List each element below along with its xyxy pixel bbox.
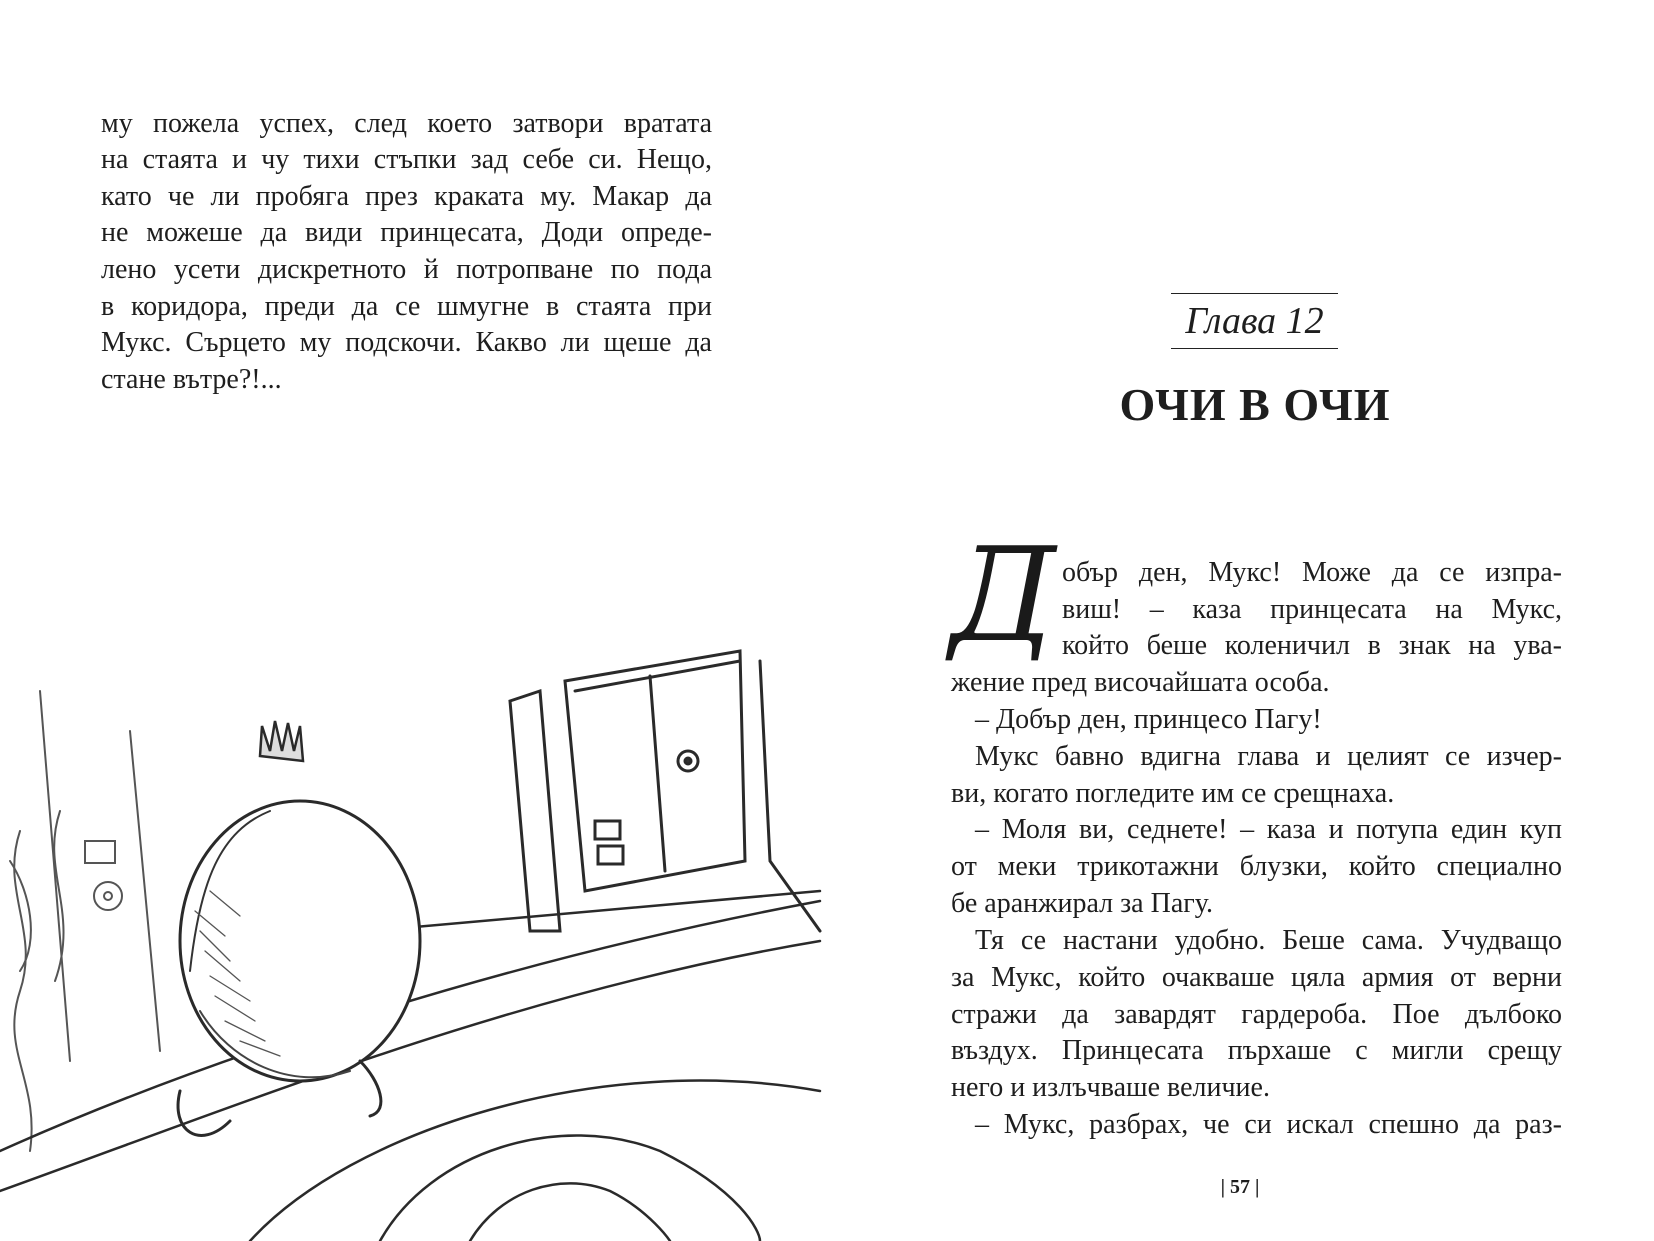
text-line: за Мукс, който очакваше цяла армия от верни xyxy=(951,962,1562,993)
text-line: Мукс. Сърцето му подскочи. Какво ли щеше да xyxy=(101,327,712,358)
text-line: стражи да завардят гардероба. Пое дълбоко xyxy=(951,999,1562,1030)
text-line: му пожела успех, след което затвори вратата xyxy=(101,108,712,139)
text-line: Тя се настани удобно. Беше сама. Учудващо xyxy=(975,925,1562,956)
text-line: в коридора, преди да се шмугне в стаята при xyxy=(101,291,712,322)
text-line: от меки трикотажни блузки, който специално xyxy=(951,851,1562,882)
text-line: него и излъчваше величие. xyxy=(951,1072,1270,1103)
creature xyxy=(178,721,420,1135)
text-line: лено усети дискретното й потропване по пода xyxy=(101,254,712,285)
text-line: ви, когато погледите им се срещнаха. xyxy=(951,778,1395,809)
text-line: стане вътре?!... xyxy=(101,364,282,395)
wardrobe-door xyxy=(510,651,820,931)
text-line: бе аранжирал за Пагу. xyxy=(951,888,1213,919)
text-line: виш! – каза принцесата на Мукс, xyxy=(1062,594,1562,625)
text-line: Мукс бавно вдигна глава и целият се изчер- xyxy=(975,741,1562,772)
page-number: | 57 | xyxy=(1220,1176,1260,1198)
illustration-creature-wardrobe xyxy=(0,631,825,1241)
text-line: като че ли пробяга през краката му. Макар да xyxy=(101,181,712,212)
chapter-label: Глава 12 xyxy=(1171,293,1338,349)
drop-cap: Д xyxy=(950,519,1056,671)
text-line: който беше коленичил в знак на ува- xyxy=(1062,630,1562,661)
text-line: обър ден, Мукс! Може да се изпра- xyxy=(1062,557,1562,588)
text-line: – Добър ден, принцесо Пагу! xyxy=(975,704,1322,735)
text-line: на стаята и чу тихи стъпки зад себе си. Нещо, xyxy=(101,144,712,175)
text-line: жение пред височайшата особа. xyxy=(951,667,1330,698)
wall-pattern xyxy=(10,691,160,1151)
text-line: не можеше да види принцесата, Доди опреде- xyxy=(101,217,712,248)
text-line: въздух. Принцесата пърхаше с мигли срещу xyxy=(951,1035,1562,1066)
crown-icon xyxy=(260,721,303,761)
text-line: – Моля ви, седнете! – каза и потупа един куп xyxy=(975,814,1562,845)
text-line: – Мукс, разбрах, че си искал спешно да раз- xyxy=(975,1109,1562,1140)
chapter-title: ОЧИ В ОЧИ xyxy=(1119,379,1391,430)
